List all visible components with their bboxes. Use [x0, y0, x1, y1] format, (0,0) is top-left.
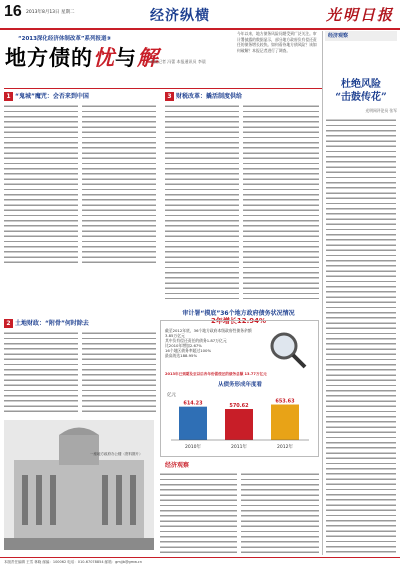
newspaper-logo: 光明日报: [325, 6, 394, 24]
chart-bullet: 截至2012年底，36个地方政府本级政府性债务余额3.85万亿元: [165, 328, 252, 338]
headline-part-2: 忧: [93, 45, 115, 70]
byline: 本报记者 冯蕾 本报通讯员 李晨: [150, 59, 206, 64]
chart-title: 审计署“摸底”36个地方政府债务状况情况: [182, 310, 295, 317]
section-3-title: 财税改革：撬活制度供给: [176, 93, 243, 100]
photo-caption: 一座地方政府办公楼（资料图片）: [90, 452, 143, 456]
series-label: “2013深化经济体制改革”系列报道⑨: [18, 36, 112, 42]
chart-box-title: 从债务形成年度看: [217, 382, 262, 388]
sidebar-title-line-1: 杜绝风险: [341, 79, 381, 90]
section-1-number: 1: [4, 92, 13, 101]
bar-value-label: 614.23: [183, 400, 203, 407]
government-building-photo: [4, 420, 154, 550]
headline-part-3: 与: [115, 45, 137, 70]
section-2-number: 2: [4, 319, 13, 328]
intro-text: 今年以来，地方债务风险问题受到广泛关注。审计署披露的数据显示，部分地方政府负有偿还责任的债务增长较快。如何看待地方债风险？该如何破解？本报记者进行了调查。: [237, 31, 317, 53]
article-column: [160, 472, 237, 554]
chart-bullets: [165, 328, 260, 358]
magnifier-icon: [268, 330, 308, 370]
section-1-title: “鬼城”魔咒：会否来到中国: [15, 93, 89, 100]
chart-box-note: 2013年已到期及至以后各年份需偿还的债务总额 13.77万亿元: [165, 372, 267, 376]
issue-date: 2013年8月13日 星期二: [26, 10, 75, 15]
sidebar-divider: [322, 31, 323, 555]
x-tick-label: 2012年: [277, 445, 293, 450]
x-tick-label: 2010年: [185, 445, 201, 450]
bar-2012年: [271, 405, 299, 440]
bar-2010年: [179, 407, 207, 440]
sidebar-title: [325, 78, 397, 104]
y-axis-label: 亿元: [167, 393, 176, 398]
article-column: [82, 104, 156, 264]
lower-section-heading: 经济观察: [165, 462, 190, 469]
section-3-heading: [165, 91, 320, 101]
headline-part-4: 解: [137, 45, 159, 70]
article-column: [241, 472, 319, 554]
section-title: 经济纵横: [150, 8, 210, 24]
bar-value-label: 653.63: [275, 398, 295, 405]
page-number: 16: [4, 3, 22, 20]
bar-chart: [165, 388, 313, 452]
headline-part-1: 地方债的: [5, 45, 93, 70]
bar-2011年: [225, 409, 253, 440]
divider: [4, 88, 322, 89]
x-tick-label: 2011年: [231, 445, 247, 450]
page-footer: 本版责任编辑 王雪 林晓 邮编：100062 电话：010-67078854 邮箱：gmjjb@gmw.cn: [0, 557, 400, 567]
section-1-heading: [4, 91, 154, 101]
chart-bullet: 16个地区债务率超过100%: [165, 348, 212, 353]
sidebar-author: 光明网评论员 张军: [365, 108, 397, 113]
bar-value-label: 570.62: [229, 403, 249, 410]
sidebar-header: 经济观察: [325, 31, 397, 41]
article-column: [4, 104, 78, 264]
article-column: [4, 331, 78, 416]
section-2-title: 土地财政：“附骨”何时除去: [15, 320, 89, 327]
sidebar-title-line-2: “击鼓传花”: [335, 92, 387, 103]
section-3-number: 3: [165, 92, 174, 101]
article-column: [82, 331, 156, 416]
headline: [5, 42, 159, 72]
chart-bullet: 其中负有偿还责任的债务1.87万亿元: [165, 338, 227, 343]
sidebar-article-text: [326, 118, 396, 554]
chart-bullet: 比2010年增加2.67%: [165, 343, 202, 348]
section-2-heading: [4, 318, 154, 328]
chart-subtitle: 2年增长12.94%: [210, 317, 267, 325]
article-column: [165, 104, 239, 299]
article-column: [243, 104, 319, 299]
chart-bullet: 最高的达188.95%: [165, 353, 198, 358]
